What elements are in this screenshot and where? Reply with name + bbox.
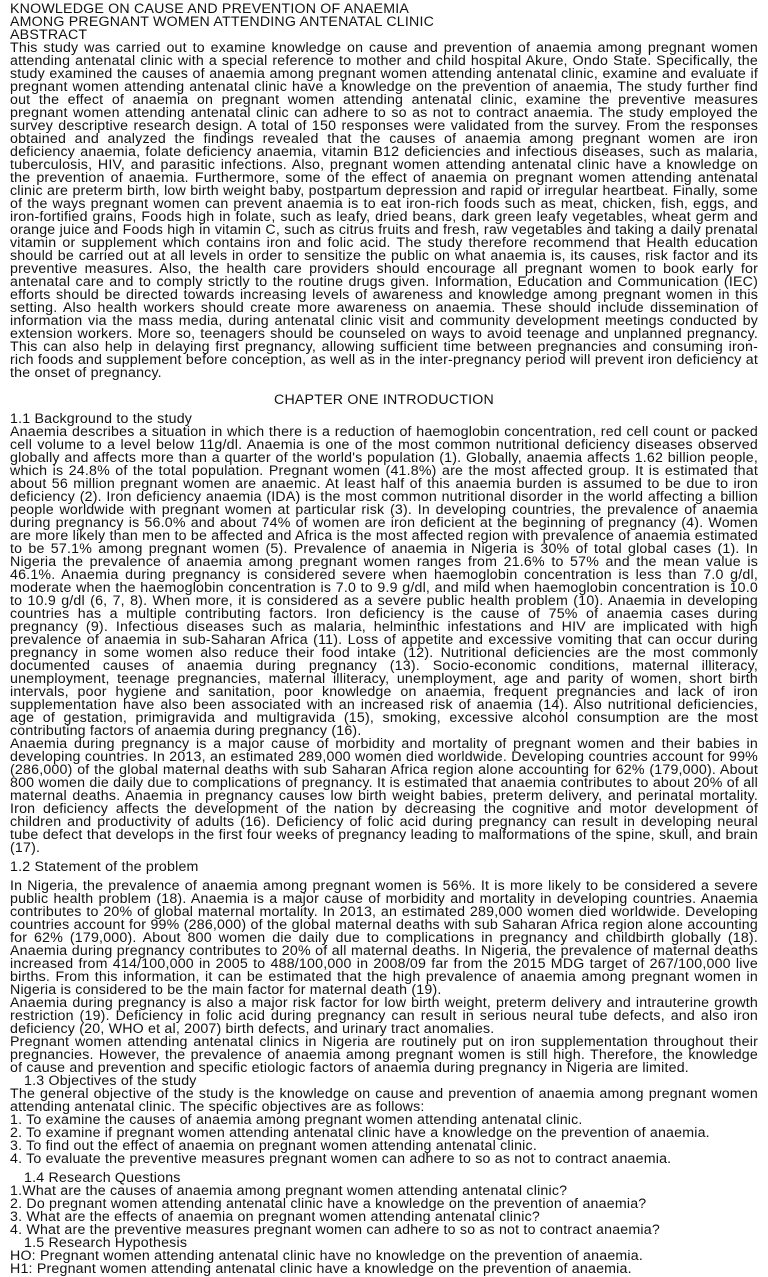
section-1-2-paragraph-2: Anaemia during pregnancy is also a major risk factor for low birth weight, preterm delivery and intrauterine growth restriction (19). Deficiency in folic acid during pregnancy can result in serious neural tube defects, and also iron deficiency (20, WHO et al, 2007) birth defects, and urinary tract anomalies. (10, 995, 758, 1037)
section-1-3-intro: The general objective of the study is the knowledge on cause and prevention of anaemia among pregnant women attending antenatal clinic. The specific objectives are as follows: (10, 1086, 758, 1115)
research-question: 2. Do pregnant women attending antenatal clinic have a knowledge on the prevention of anaemia? (10, 1196, 647, 1212)
section-1-4-heading: 1.4 Research Questions (24, 1170, 181, 1186)
hypothesis-alternative: H1: Pregnant women attending antenatal clinic have a knowledge on the prevention of anaemia. (10, 1261, 632, 1277)
section-1-1-paragraph-1: Anaemia describes a situation in which there is a reduction of haemoglobin concentration, red cell count or packed cell volume to a level below 11g/dl. Anaemia is one of the most common nutritional deficiency diseases observed globally and affects more than a quarter of the world's population (1). Globally, anaemia affects 1.62 billion people, which is 24.8% of the total population. Pregnant women (41.8%) are the most affected group. It is estimated that about 56 million pregnant women are anaemic. At least half of this anaemia burden is assumed to be due to iron deficiency (2). Iron deficiency anaemia (IDA) is the most common nutritional disorder in the world affecting a billion people worldwide with pregnant women at particular risk (3). In developing countries, the prevalence of anaemia during pregnancy is 56.0% and about 74% of women are iron deficient at the beginning of pregnancy (4). Women are more likely than men to be affected and Africa is the most affected region with prevalence of anaemia estimated to be 57.1% among pregnant women (5). Prevalence of anaemia in Nigeria is 30% of total global cases (1). In Nigeria the prevalence of anaemia among pregnant women ranges from 21.6% to 57% and the mean value is 46.1%. Anaemia during pregnancy is considered severe when haemoglobin concentration is less than 7.0 g/dl, moderate when the haemoglobin concentration is 7.0 to 9.9 g/dl, and mild when haemoglobin concentration is 10.0 to 10.9 g/dl (6, 7, 8). When more, it is considered as a severe public health problem (10). Anaemia in developing countries has a multiple contributing factors. Iron deficiency is the cause of 75% of anaemia cases during pregnancy (9). Infectious diseases such as malaria, helminthic infestations and HIV are implicated with high prevalence of anaemia in sub-Saharan Africa (11). Loss of appetite and excessive vomiting that can occur during pregnancy in some women also reduce their food intake (12). Nutritional deficiencies are the most commonly documented causes of anaemia during pregnancy (13). Socio-economic conditions, maternal illiteracy, unemployment, teenage pregnancies, maternal illiteracy, unemployment, age and parity of women, short birth intervals, poor hygiene and sanitation, poor knowledge on anaemia, frequent pregnancies and lack of iron supplementation have also been associated with an increased risk of anaemia (14). Also nutritional deficiencies, age of gestation, primigravida and multigravida (15), smoking, excessive alcohol consumption are the most contributing factors of anaemia during pregnancy (16). (10, 424, 758, 739)
objective-item: 4. To evaluate the preventive measures pregnant women can adhere to so as not to contract anaemia. (10, 1151, 672, 1167)
section-1-2-paragraph-1: In Nigeria, the prevalence of anaemia among pregnant women is 56%. It is more likely to be considered a severe public health problem (18). Anaemia is a major cause of morbidity and mortality in developing countries. Anaemia contributes to 20% of global maternal mortality. In 2013, an estimated 289,000 women died worldwide. Developing countries account for 99% (286,000) of the global maternal deaths with sub Saharan Africa region alone accounting for 62% (179,000). About 800 women die daily due to complications in pregnancy and childbirth globally (18). Anaemia during pregnancy contributes to 20% of all maternal deaths. In Nigeria, the prevalence of maternal deaths increased from 414/100,000 in 2005 to 488/100,000 in 2008/09 far from the 2015 MDG target of 267/100,000 live births. From this information, it can be estimated that the high prevalence of anaemia among pregnant women in Nigeria is considered to be the main factor for maternal death (19). (10, 878, 758, 998)
title-line-1: KNOWLEDGE ON CAUSE AND PREVENTION OF ANAEMIA (10, 1, 410, 17)
objective-item: 2. To examine if pregnant women attending antenatal clinic have a knowledge on the prevention of anaemia. (10, 1125, 710, 1141)
research-question: 3. What are the effects of anaemia on pregnant women attending antenatal clinic? (10, 1209, 540, 1225)
objective-item: 3. To find out the effect of anaemia on pregnant women attending antenatal clinic. (10, 1138, 537, 1154)
section-1-3-heading: 1.3 Objectives of the study (24, 1073, 197, 1089)
document-page (10, 3, 758, 1276)
chapter-heading: CHAPTER ONE INTRODUCTION (274, 392, 494, 408)
section-1-2-heading: 1.2 Statement of the problem (10, 859, 199, 875)
title-line-2: AMONG PREGNANT WOMEN ATTENDING ANTENATAL CLINIC (10, 14, 435, 30)
section-1-5-heading: 1.5 Research Hypothesis (24, 1235, 188, 1251)
objective-item: 1. To examine the causes of anaemia among pregnant women attending antenatal clinic. (10, 1112, 583, 1128)
section-1-1-paragraph-2: Anaemia during pregnancy is a major cause of morbidity and mortality of pregnant women and their babies in developing countries. In 2013, an estimated 289,000 women died worldwide. Developing countries account for 99% (286,000) of the global maternal deaths with sub Saharan Africa region alone accounting for 62% (179,000). About 800 women die daily due to complications of pregnancy. It is estimated that anaemia contributes to about 20% of all maternal deaths. Anaemia in pregnancy causes low birth weight babies, preterm delivery, and perinatal mortality. Iron deficiency affects the development of the nation by decreasing the cognitive and motor development of children and productivity of adults (16). Deficiency of folic acid during pregnancy can result in developing neural tube defect that develops in the first four weeks of pregnancy leading to malformations of the spine, skull, and brain (17). (10, 736, 758, 856)
abstract-heading: ABSTRACT (10, 27, 88, 43)
section-1-1-heading: 1.1 Background to the study (10, 411, 193, 427)
research-question: 1.What are the causes of anaemia among pregnant women attending antenatal clinic? (10, 1183, 568, 1199)
hypothesis-null: HO: Pregnant women attending antenatal clinic have no knowledge on the prevention of anaemia. (10, 1248, 644, 1264)
section-1-2-paragraph-3: Pregnant women attending antenatal clinics in Nigeria are routinely put on iron supplementation throughout their pregnancies. However, the prevalence of anaemia among pregnant women is still high. Therefore, the knowledge of cause and prevention and specific etiologic factors of anaemia during pregnancy in Nigeria are limited. (10, 1034, 758, 1076)
abstract-body: This study was carried out to examine knowledge on cause and prevention of anaemia among pregnant women attending antenatal clinic with a special reference to mother and child hospital Akure, Ondo State. Specifically, the study examined the causes of anaemia among pregnant women attending antenatal clinic, examine and evaluate if pregnant women attending antenatal clinic have a knowledge on the prevention of anaemia, The study further find out the effect of anaemia on pregnant women attending antenatal clinic, examine the preventive measures pregnant women attending antenatal clinic can adhere to so as not to contract anaemia. The study employed the survey descriptive research design. A total of 150 responses were validated from the survey. From the responses obtained and analyzed the findings revealed that the causes of anaemia among pregnant women are iron deficiency anaemia, folate deficiency anaemia, vitamin B12 deficiencies and infectious diseases, such as malaria, tuberculosis, HIV, and parasitic infections. Also, pregnant women attending antenatal clinic have a knowledge on the prevention of anaemia. Furthermore, some of the effect of anaemia on pregnant women attending antenatal clinic are preterm birth, low birth weight baby, postpartum depression and rapid or irregular heartbeat. Finally, some of the ways pregnant women can prevent anaemia is to eat iron-rich foods such as meat, chicken, fish, eggs, and iron-fortified grains, Foods high in folate, such as leafy, dried beans, dark green leafy vegetables, wheat germ and orange juice and Foods high in vitamin C, such as citrus fruits and fresh, raw vegetables and taking a daily prenatal vitamin or supplement which contains iron and folic acid. The study therefore recommend that Health education should be carried out at all levels in order to sensitize the public on what anaemia is, its causes, risk factor and its preventive measures. Also, the health care providers should encourage all pregnant women to book early for antenatal care and to comply strictly to the routine drugs given. Information, Education and Communication (IEC) efforts should be directed towards increasing levels of awareness and knowledge among pregnant women in this setting. Also health workers should create more awareness on anaemia. These should include dissemination of information via the mass media, during antenatal clinic visit and community development meetings conducted by extension workers. More so, teenagers should be counseled on ways to avoid teenage and unplanned pregnancy. This can also help in delaying first pregnancy, allowing sufficient time between pregnancies and consuming iron-rich foods and supplement before conception, as well as in the inter-pregnancy period will prevent iron deficiency at the onset of pregnancy. (10, 40, 758, 381)
research-question: 4. What are the preventive measures pregnant women can adhere to so as not to contract anaemia? (10, 1222, 660, 1238)
